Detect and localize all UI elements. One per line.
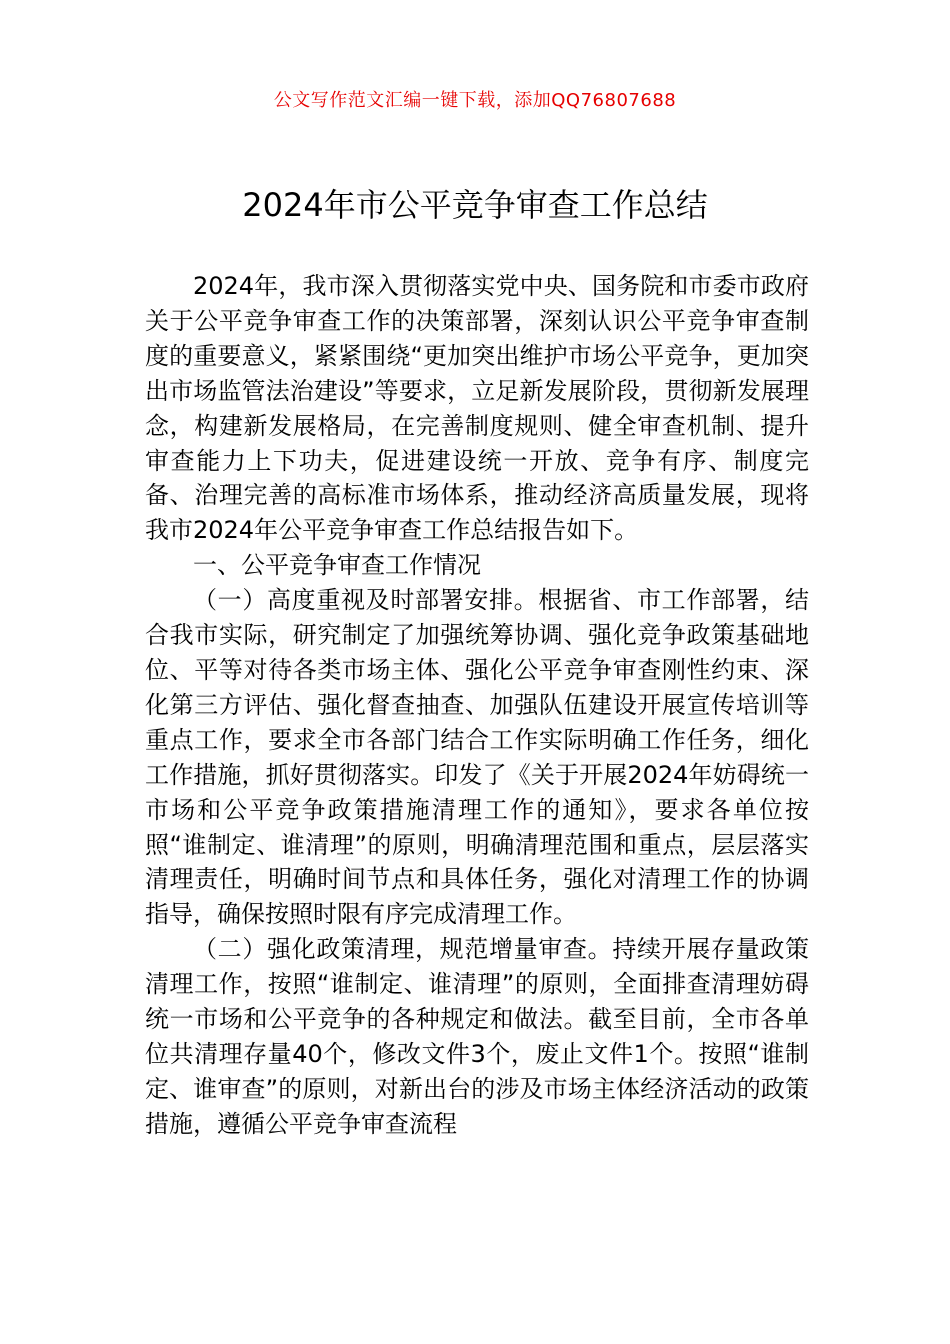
paragraph-section-1-2: （二）强化政策清理，规范增量审查。持续开展存量政策清理工作，按照“谁制定、谁清理”的原则，全面排查清理妨碍统一市场和公平竞争的各种规定和做法。截至目前，全市各单位共清理存量40个，修改文件3个，废止文件1个。按照“谁制定、谁审查”的原则，对新出台的涉及市场主体经济活动的政策措施，遵循公平竞争审查流程 [145,935,809,1138]
section-heading-1: 一、公平竞争审查工作情况 [193,551,481,580]
paragraph-intro: 2024年，我市深入贯彻落实党中央、国务院和市委市政府关于公平竞争审查工作的决策部署，深刻认识公平竞争审查制度的重要意义，紧紧围绕“更加突出维护市场公平竞争，更加突出市场监管法治建设”等要求，立足新发展阶段，贯彻新发展理念，构建新发展格局，在完善制度规则、健全审查机制、提升审查能力上下功夫，促进建设统一开放、竞争有序、制度完备、治理完善的高标准市场体系，推动经济高质量发展，现将我市2024年公平竞争审查工作总结报告如下。 [145,272,809,545]
header-download-note: 公文写作范文汇编一键下载，添加QQ76807688 [273,90,677,111]
document-title: 2024年市公平竞争审查工作总结 [242,186,708,224]
document-body [145,269,809,1142]
paragraph-section-1-1: （一）高度重视及时部署安排。根据省、市工作部署，结合我市实际，研究制定了加强统筹协调、强化竞争政策基础地位、平等对待各类市场主体、强化公平竞争审查刚性约束、深化第三方评估、强化督查抽查、加强队伍建设开展宣传培训等重点工作，要求全市各部门结合工作实际明确工作任务，细化工作措施，抓好贯彻落实。印发了《关于开展2024年妨碍统一市场和公平竞争政策措施清理工作的通知》，要求各单位按照“谁制定、谁清理”的原则，明确清理范围和重点，层层落实清理责任，明确时间节点和具体任务，强化对清理工作的协调指导，确保按照时限有序完成清理工作。 [145,586,809,929]
